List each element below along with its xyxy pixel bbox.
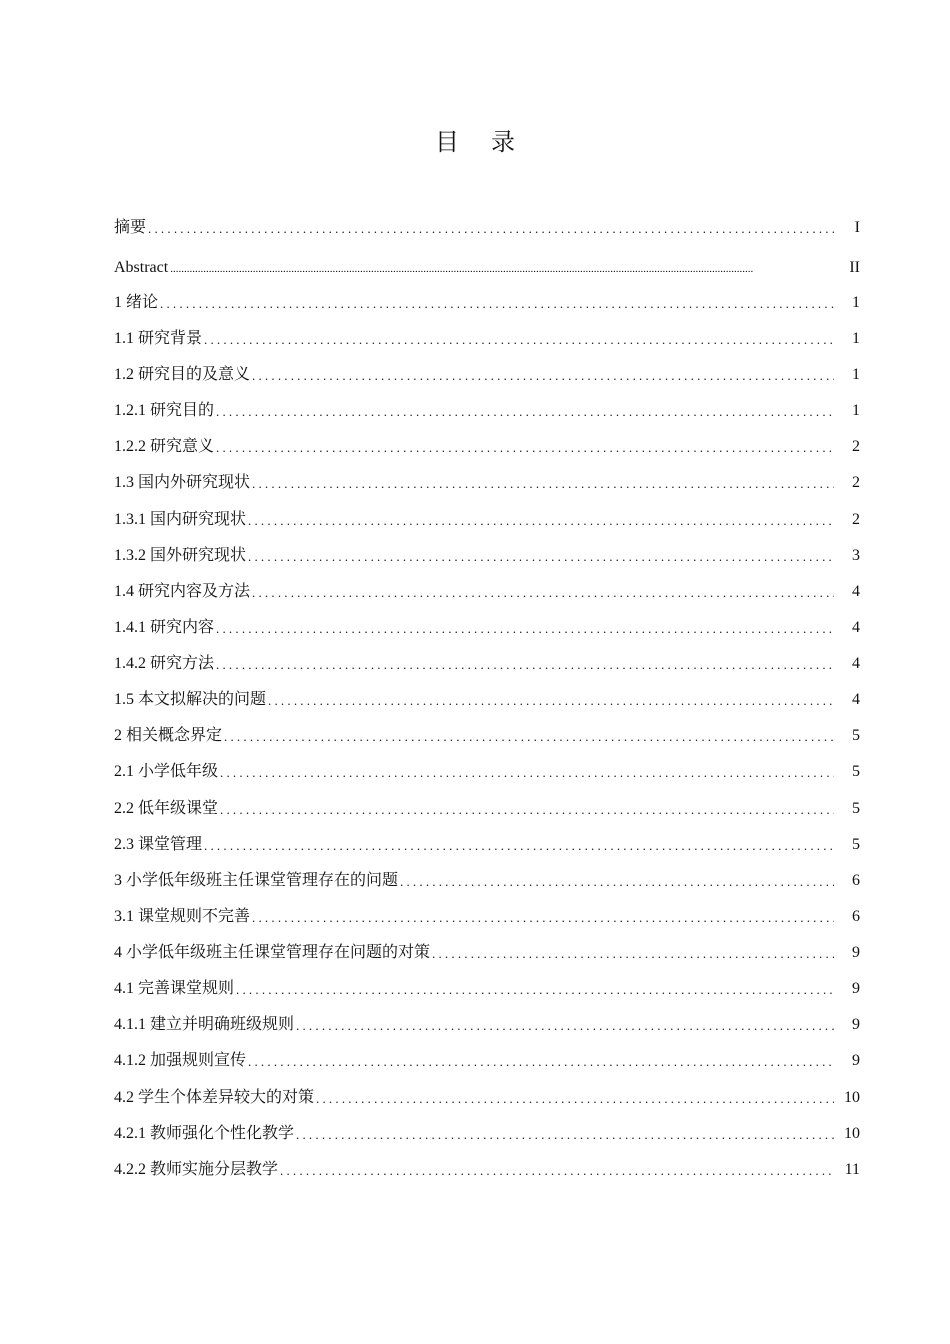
toc-entry-label: 4.1.2 加强规则宣传 — [114, 1052, 247, 1069]
toc-entry[interactable] — [114, 827, 860, 855]
toc-title-char-2: 录 — [491, 128, 515, 156]
toc-entry[interactable] — [114, 610, 860, 638]
toc-entry-page: II — [849, 259, 860, 276]
toc-entry-label: 1.3.1 国内研究现状 — [114, 511, 247, 528]
toc-leader-dots — [216, 403, 834, 421]
toc-entry[interactable] — [114, 502, 860, 530]
toc-entry-label: 2 相关概念界定 — [114, 727, 223, 744]
toc-entry-page: 1 — [852, 402, 860, 419]
toc-leader-dots — [252, 909, 834, 927]
toc-entry-label: 1.4.2 研究方法 — [114, 655, 215, 672]
toc-entry[interactable] — [114, 1043, 860, 1071]
toc-entry-label: 1.2 研究目的及意义 — [114, 366, 251, 383]
toc-entry-label: 2.3 课堂管理 — [114, 836, 203, 853]
toc-entry-label: 4.1 完善课堂规则 — [114, 980, 235, 997]
toc-entry[interactable] — [114, 574, 860, 602]
toc-leader-dots — [248, 548, 834, 566]
toc-entry-page: 5 — [852, 800, 860, 817]
toc-entry[interactable] — [114, 465, 860, 493]
toc-leader-dots — [220, 764, 834, 782]
toc-entry-page: 9 — [852, 1052, 860, 1069]
toc-entry[interactable] — [114, 935, 860, 963]
toc-entry-page: 10 — [844, 1089, 860, 1106]
toc-entry[interactable] — [114, 791, 860, 819]
toc-entry-page: 5 — [852, 727, 860, 744]
toc-entry-page: 1 — [852, 294, 860, 311]
toc-entry[interactable] — [114, 250, 860, 278]
toc-entry-label: 4 小学低年级班主任课堂管理存在问题的对策 — [114, 944, 431, 961]
toc-entry-label: 1.2.1 研究目的 — [114, 402, 215, 419]
toc-entry[interactable] — [114, 1152, 860, 1180]
toc-leader-dots — [252, 584, 834, 602]
toc-entry-page: 4 — [852, 619, 860, 636]
toc-title-char-1: 目 — [435, 128, 459, 156]
toc-entry[interactable] — [114, 899, 860, 927]
toc-entry[interactable] — [114, 754, 860, 782]
toc-entry-label: 1.3 国内外研究现状 — [114, 474, 251, 491]
toc-leader-dots — [268, 692, 834, 710]
toc-leader-dots — [280, 1162, 834, 1180]
toc-leader-dots — [400, 873, 834, 891]
toc-leader-dots — [316, 1090, 834, 1108]
toc-entry[interactable] — [114, 646, 860, 674]
toc-entry-page: 6 — [852, 872, 860, 889]
toc-entry-label: 4.2.2 教师实施分层教学 — [114, 1161, 279, 1178]
toc-entry-page: 9 — [852, 980, 860, 997]
toc-entry[interactable] — [114, 393, 860, 421]
toc-leader-dots — [248, 512, 834, 530]
toc-leader-dots — [216, 656, 834, 674]
toc-entry-page: 4 — [852, 691, 860, 708]
toc-entry-label: 1.3.2 国外研究现状 — [114, 547, 247, 564]
toc-leader-dots — [204, 837, 834, 855]
toc-leader-dots — [204, 331, 834, 349]
toc-entry-label: 1.2.2 研究意义 — [114, 438, 215, 455]
toc-entry-label: 1.4.1 研究内容 — [114, 619, 215, 636]
toc-entry-label: 3 小学低年级班主任课堂管理存在的问题 — [114, 872, 399, 889]
toc-entry-label: 1 绪论 — [114, 294, 159, 311]
toc-entry-page: 1 — [852, 330, 860, 347]
toc-entry-page: 4 — [852, 655, 860, 672]
toc-entry[interactable] — [114, 429, 860, 457]
toc-entry-page: 2 — [852, 474, 860, 491]
toc-entry[interactable] — [114, 1007, 860, 1035]
toc-entry[interactable] — [114, 718, 860, 746]
toc-entry[interactable] — [114, 538, 860, 566]
toc-entry-label: 1.5 本文拟解决的问题 — [114, 691, 267, 708]
toc-leader-dots — [248, 1053, 834, 1071]
toc-entry[interactable] — [114, 210, 860, 238]
toc-entry[interactable] — [114, 863, 860, 891]
toc-entry-label: 4.1.1 建立并明确班级规则 — [114, 1016, 295, 1033]
toc-leader-dots — [216, 439, 834, 457]
toc-entry-page: 4 — [852, 583, 860, 600]
toc-leader-dots — [236, 981, 834, 999]
toc-entry[interactable] — [114, 971, 860, 999]
toc-entry-label: 2.1 小学低年级 — [114, 763, 219, 780]
toc-entry-page: 5 — [852, 836, 860, 853]
toc-entry-label: Abstract — [114, 259, 169, 276]
toc-leader-dots — [148, 220, 834, 238]
toc-entry-page: 1 — [852, 366, 860, 383]
toc-leader-dots — [220, 801, 834, 819]
toc-entry-page: 3 — [852, 547, 860, 564]
toc-entry-page: 6 — [852, 908, 860, 925]
toc-entry-label: 4.2.1 教师强化个性化教学 — [114, 1125, 295, 1142]
toc-title — [0, 122, 950, 157]
toc-leader-dots — [432, 945, 834, 963]
toc-entry-page: I — [854, 219, 860, 236]
toc-entry-page: 5 — [852, 763, 860, 780]
toc-entry-page: 10 — [844, 1125, 860, 1142]
toc-entry[interactable] — [114, 1080, 860, 1108]
toc-entry-page: 9 — [852, 944, 860, 961]
toc-leader-dots — [170, 260, 834, 278]
toc-entry-label: 摘要 — [114, 219, 147, 236]
toc-entry-label: 2.2 低年级课堂 — [114, 800, 219, 817]
toc-entry[interactable] — [114, 285, 860, 313]
toc-entry[interactable] — [114, 682, 860, 710]
toc-leader-dots — [252, 367, 834, 385]
toc-entry-page: 9 — [852, 1016, 860, 1033]
toc-entry[interactable] — [114, 321, 860, 349]
toc-entry-label: 4.2 学生个体差异较大的对策 — [114, 1089, 315, 1106]
toc-entry-label: 1.1 研究背景 — [114, 330, 203, 347]
toc-entry-page: 2 — [852, 511, 860, 528]
toc-leader-dots — [224, 728, 834, 746]
toc-leader-dots — [252, 475, 834, 493]
toc-entry-page: 11 — [844, 1161, 860, 1178]
toc-leader-dots — [296, 1017, 834, 1035]
toc-entry[interactable] — [114, 357, 860, 385]
toc-entry-label: 3.1 课堂规则不完善 — [114, 908, 251, 925]
toc-entry-label: 1.4 研究内容及方法 — [114, 583, 251, 600]
toc-entry[interactable] — [114, 1116, 860, 1144]
toc-entry-page: 2 — [852, 438, 860, 455]
toc-leader-dots — [296, 1126, 834, 1144]
toc-leader-dots — [160, 295, 834, 313]
toc-leader-dots — [216, 620, 834, 638]
